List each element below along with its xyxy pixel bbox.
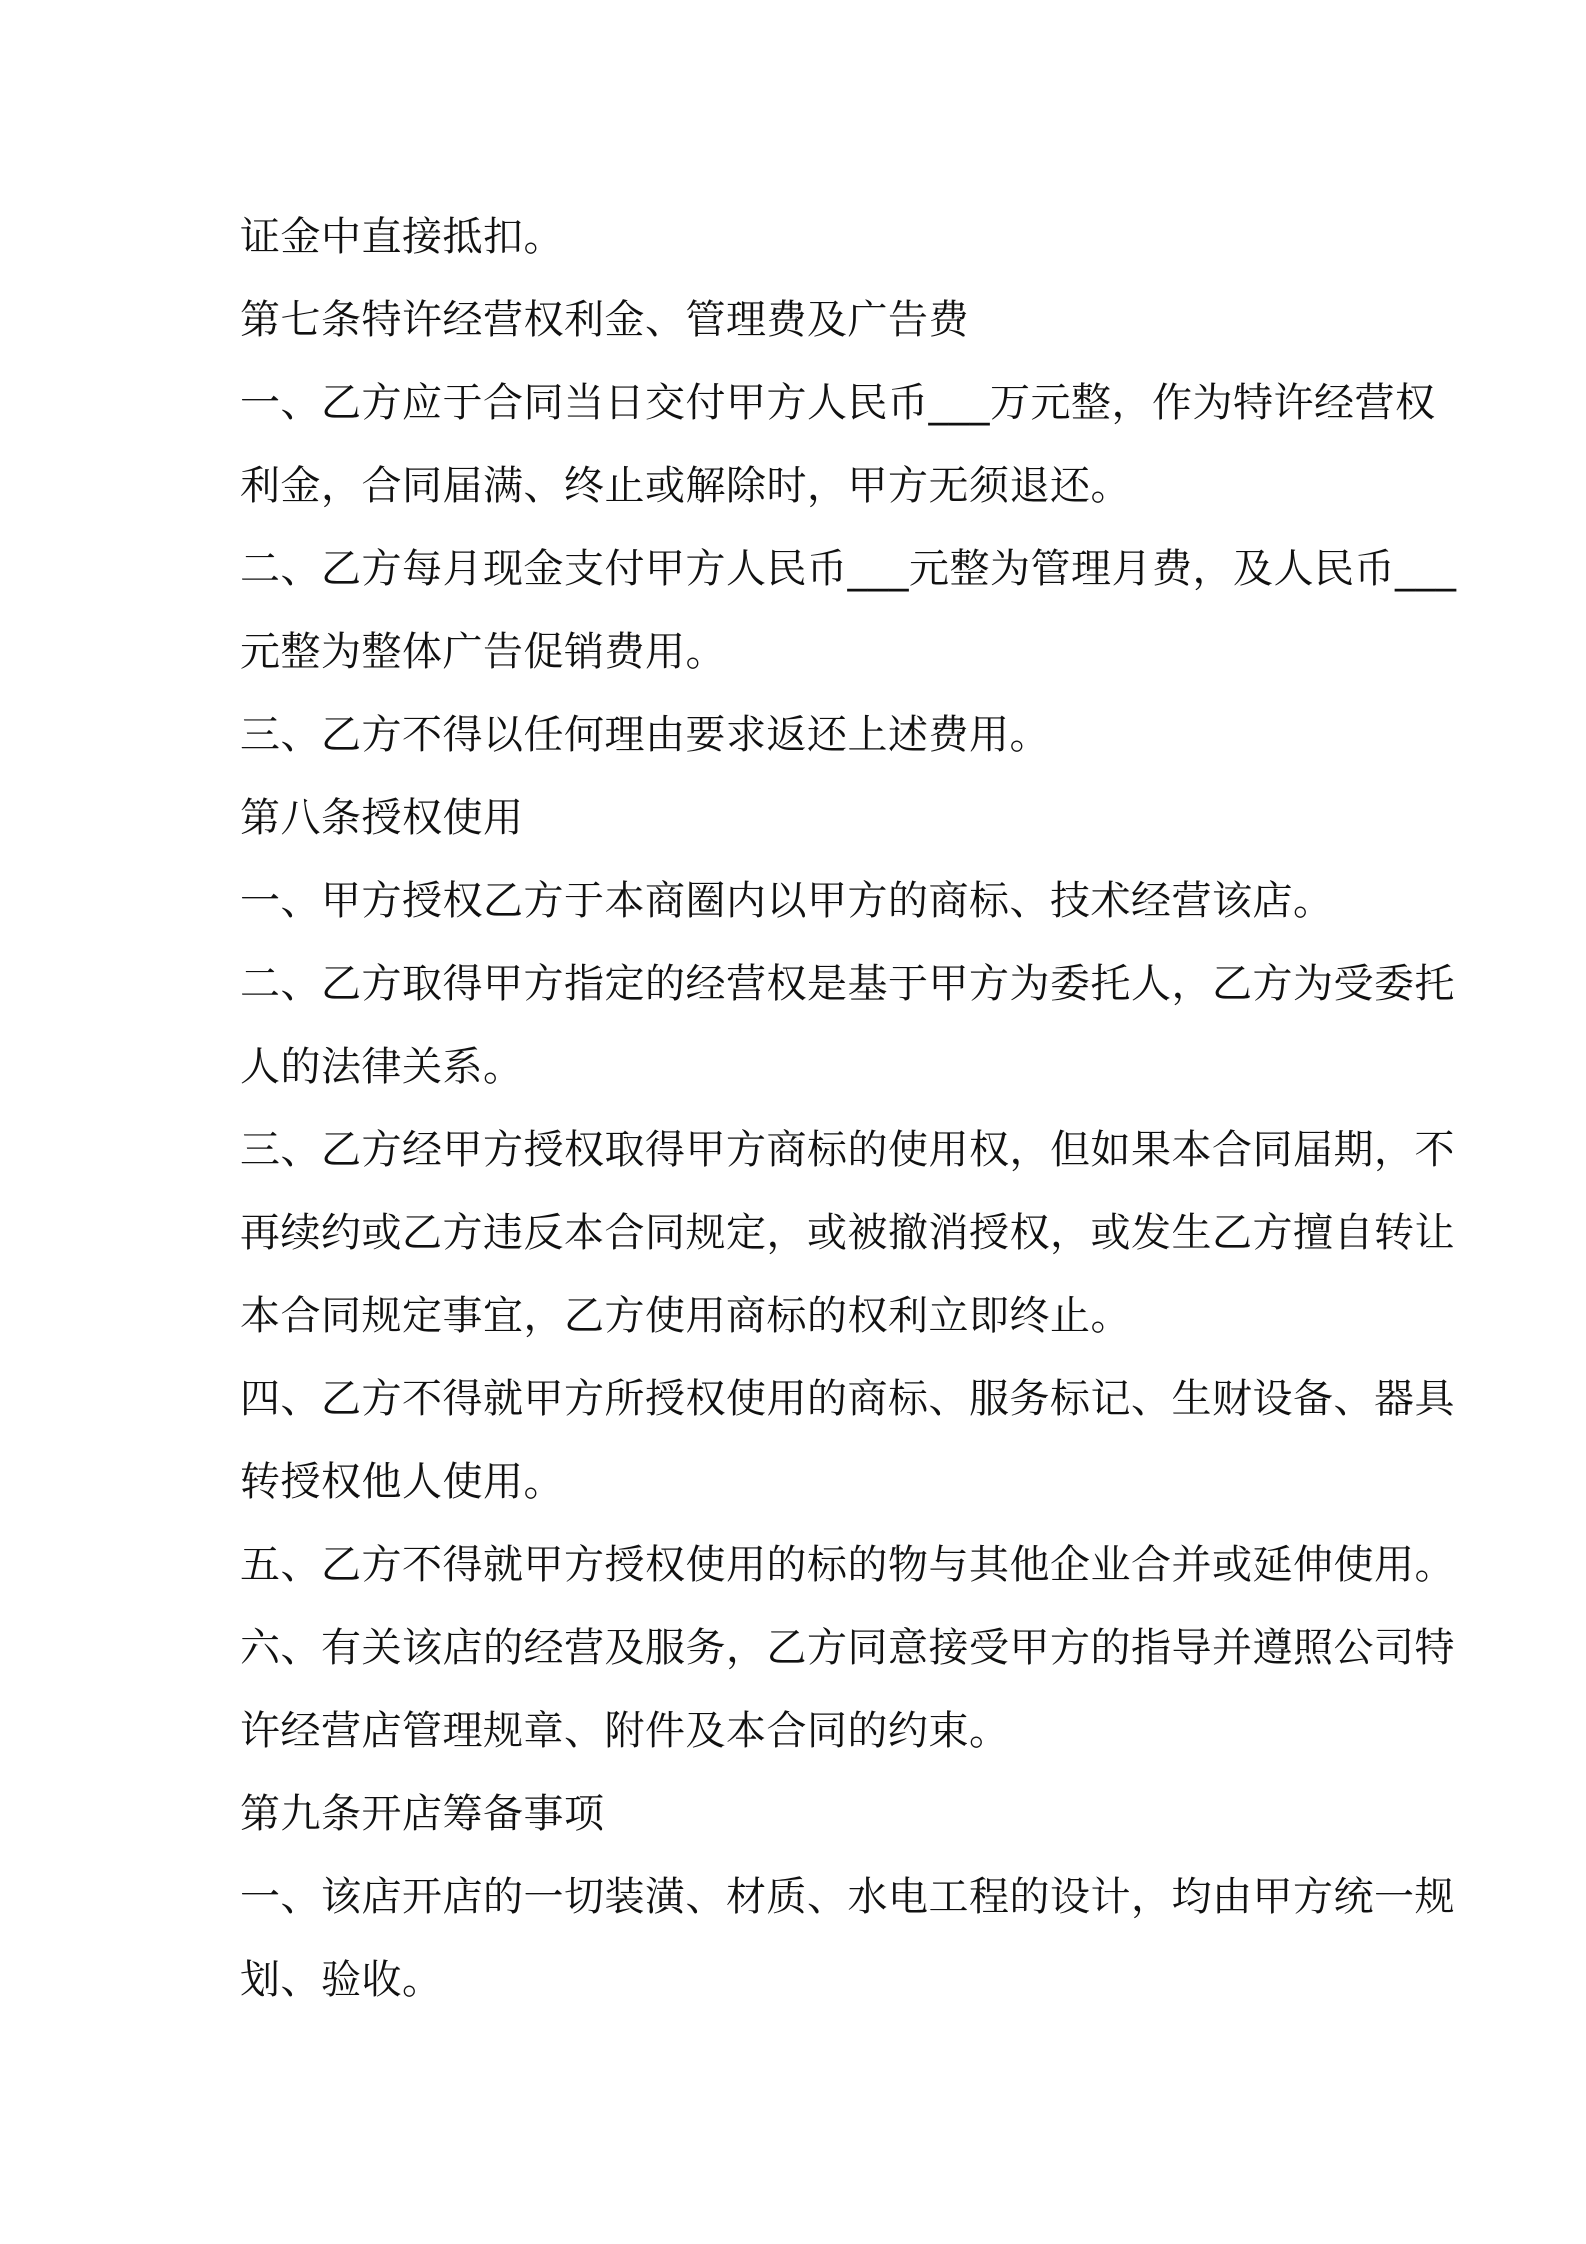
section-heading: 第八条授权使用 xyxy=(240,795,524,841)
text-line: 二、乙方每月现金支付甲方人民币___元整为管理月费，及人民币___ xyxy=(240,546,1457,592)
text-line: 本合同规定事宜，乙方使用商标的权利立即终止。 xyxy=(240,1293,1131,1339)
text-line: 三、乙方不得以任何理由要求返还上述费用。 xyxy=(240,712,1050,758)
document-body xyxy=(240,196,1457,2022)
text-line: 一、该店开店的一切装潢、材质、水电工程的设计，均由甲方统一规 xyxy=(240,1874,1455,1920)
text-line: 证金中直接抵扣。 xyxy=(240,214,564,260)
text-line: 许经营店管理规章、附件及本合同的约束。 xyxy=(240,1708,1010,1754)
text-line: 四、乙方不得就甲方所授权使用的商标、服务标记、生财设备、器具 xyxy=(240,1376,1455,1422)
text-line: 二、乙方取得甲方指定的经营权是基于甲方为委托人，乙方为受委托 xyxy=(240,961,1455,1007)
text-line: 利金，合同届满、终止或解除时，甲方无须退还。 xyxy=(240,463,1131,509)
text-line: 划、验收。 xyxy=(240,1957,443,2003)
text-line: 人的法律关系。 xyxy=(240,1044,524,1090)
text-line: 一、甲方授权乙方于本商圈内以甲方的商标、技术经营该店。 xyxy=(240,878,1334,924)
section-heading: 第九条开店筹备事项 xyxy=(240,1791,605,1837)
text-line: 五、乙方不得就甲方授权使用的标的物与其他企业合并或延伸使用。 xyxy=(240,1542,1455,1588)
text-line: 三、乙方经甲方授权取得甲方商标的使用权，但如果本合同届期，不 xyxy=(240,1127,1455,1173)
text-line: 元整为整体广告促销费用。 xyxy=(240,629,726,675)
text-line: 六、有关该店的经营及服务，乙方同意接受甲方的指导并遵照公司特 xyxy=(240,1625,1455,1671)
text-line: 转授权他人使用。 xyxy=(240,1459,564,1505)
text-line: 再续约或乙方违反本合同规定，或被撤消授权，或发生乙方擅自转让 xyxy=(240,1210,1455,1256)
section-heading: 第七条特许经营权利金、管理费及广告费 xyxy=(240,297,969,343)
text-line: 一、乙方应于合同当日交付甲方人民币___万元整，作为特许经营权 xyxy=(240,380,1436,426)
